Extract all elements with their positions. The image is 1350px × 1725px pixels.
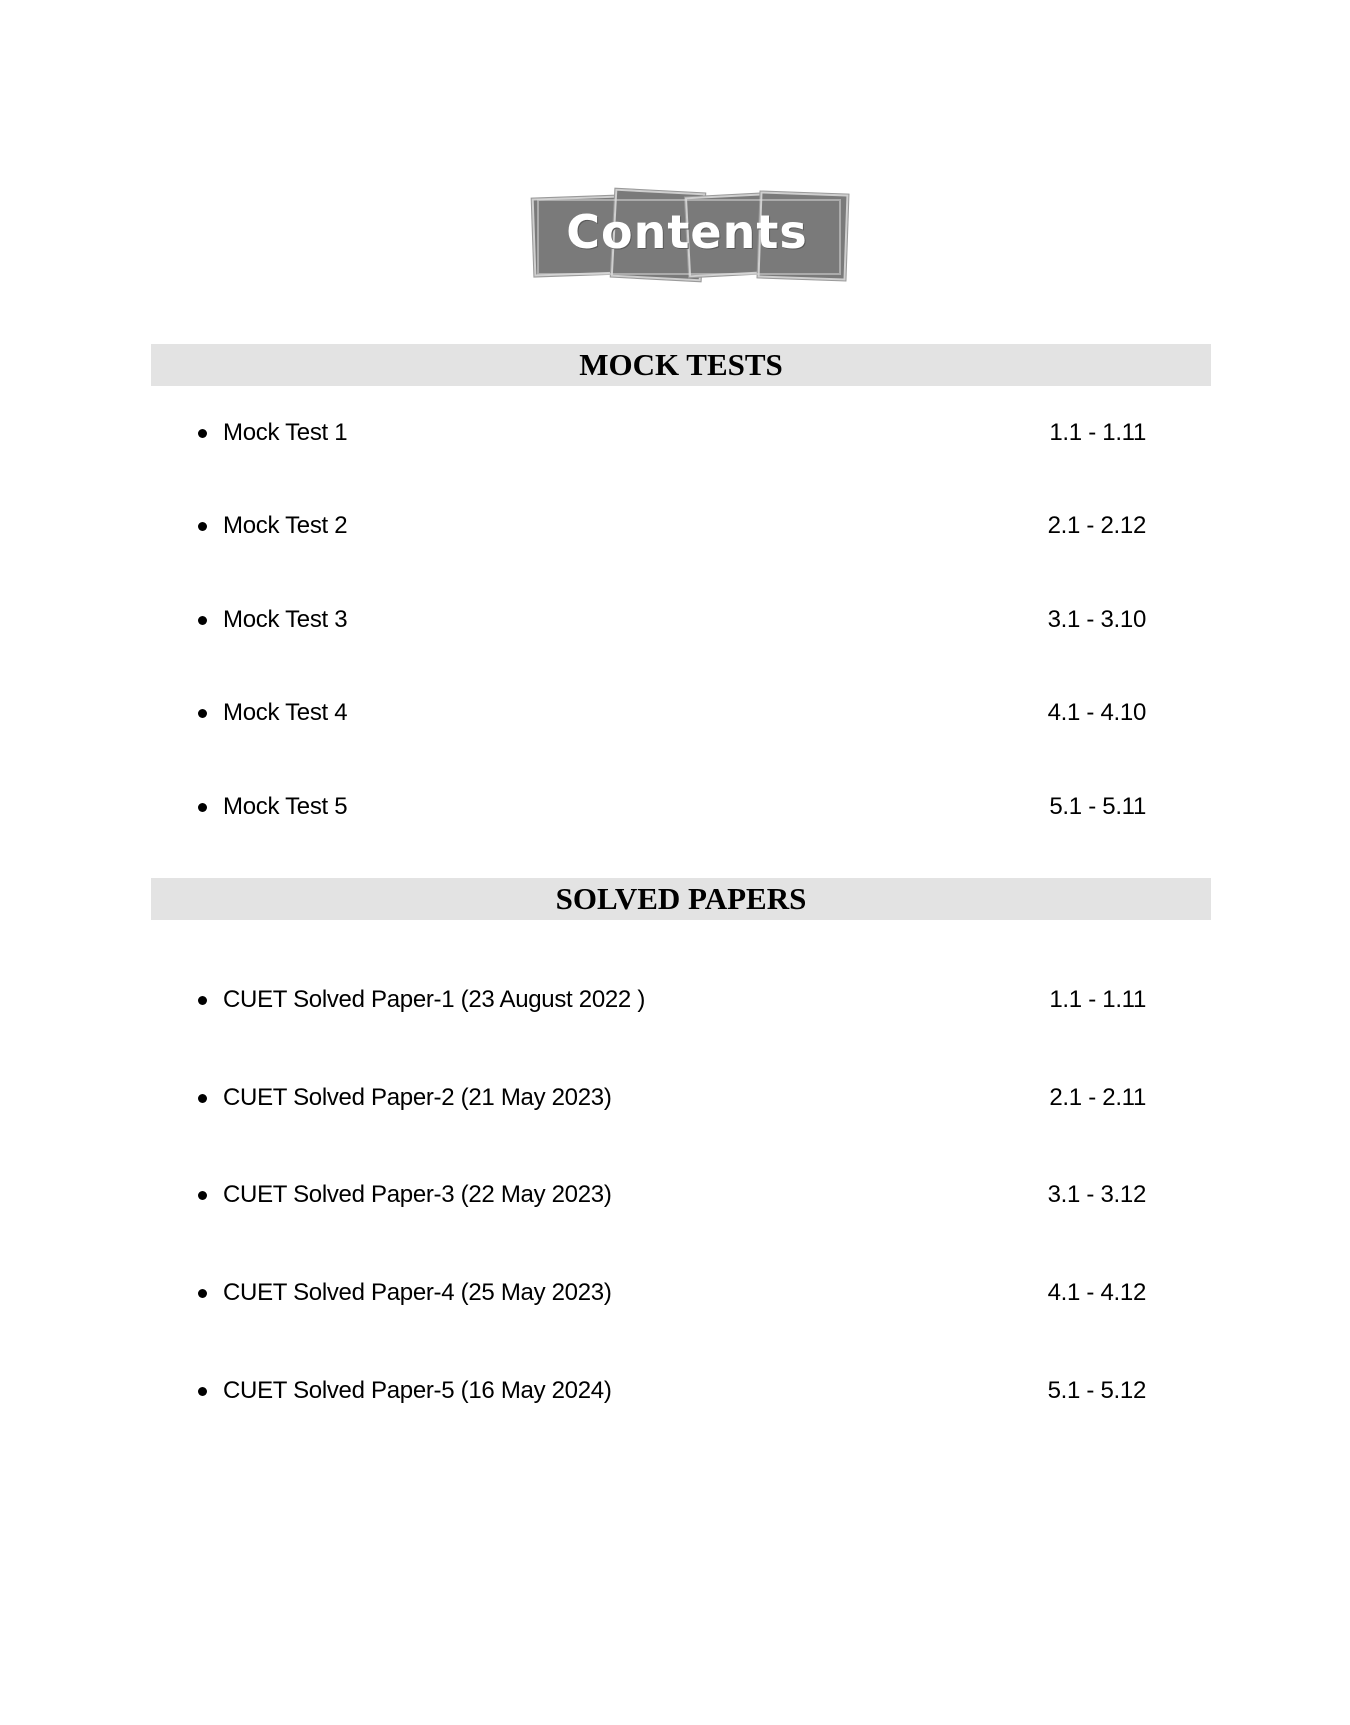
toc-entry-mock-test-5[interactable] <box>198 787 1146 827</box>
toc-entry-solved-paper-4[interactable] <box>198 1273 1146 1313</box>
toc-entry-pages: 4.1 - 4.10 <box>1047 699 1146 726</box>
toc-entry-solved-paper-1[interactable] <box>198 980 1146 1020</box>
toc-entry-pages: 5.1 - 5.12 <box>1047 1377 1146 1404</box>
toc-entry-pages: 3.1 - 3.12 <box>1047 1181 1146 1208</box>
page-title: Contents <box>566 205 808 259</box>
toc-entry-label: Mock Test 2 <box>223 512 348 539</box>
section-header-solved-papers: SOLVED PAPERS <box>151 878 1211 920</box>
toc-entry-label: Mock Test 1 <box>223 419 348 446</box>
toc-entry-label: CUET Solved Paper-3 (22 May 2023) <box>223 1181 612 1208</box>
toc-entry-solved-paper-2[interactable] <box>198 1078 1146 1118</box>
toc-entry-label: CUET Solved Paper-5 (16 May 2024) <box>223 1377 612 1404</box>
toc-entry-solved-paper-3[interactable] <box>198 1175 1146 1215</box>
toc-entry-pages: 5.1 - 5.11 <box>1049 793 1146 820</box>
toc-entry-label: Mock Test 3 <box>223 606 348 633</box>
bullet-icon <box>198 996 207 1005</box>
section-header-mock-tests: MOCK TESTS <box>151 344 1211 386</box>
bullet-icon <box>198 1191 207 1200</box>
bullet-icon <box>198 803 207 812</box>
toc-entry-label: CUET Solved Paper-1 (23 August 2022 ) <box>223 986 646 1013</box>
bullet-icon <box>198 522 207 531</box>
toc-entry-pages: 4.1 - 4.12 <box>1047 1279 1146 1306</box>
bullet-icon <box>198 709 207 718</box>
toc-entry-solved-paper-5[interactable] <box>198 1371 1146 1411</box>
contents-banner <box>527 185 847 287</box>
bullet-icon <box>198 1387 207 1396</box>
toc-entry-pages: 2.1 - 2.11 <box>1049 1084 1146 1111</box>
toc-entry-mock-test-1[interactable] <box>198 413 1146 453</box>
toc-entry-pages: 1.1 - 1.11 <box>1049 419 1146 446</box>
bullet-icon <box>198 1289 207 1298</box>
toc-entry-pages: 2.1 - 2.12 <box>1047 512 1146 539</box>
toc-entry-label: Mock Test 4 <box>223 699 348 726</box>
bullet-icon <box>198 429 207 438</box>
bullet-icon <box>198 1094 207 1103</box>
toc-entry-label: CUET Solved Paper-4 (25 May 2023) <box>223 1279 612 1306</box>
toc-entry-pages: 3.1 - 3.10 <box>1047 606 1146 633</box>
bullet-icon <box>198 616 207 625</box>
toc-entry-mock-test-2[interactable] <box>198 506 1146 546</box>
toc-entry-label: Mock Test 5 <box>223 793 348 820</box>
toc-entry-label: CUET Solved Paper-2 (21 May 2023) <box>223 1084 612 1111</box>
toc-entry-mock-test-3[interactable] <box>198 600 1146 640</box>
toc-entry-pages: 1.1 - 1.11 <box>1049 986 1146 1013</box>
toc-entry-mock-test-4[interactable] <box>198 693 1146 733</box>
